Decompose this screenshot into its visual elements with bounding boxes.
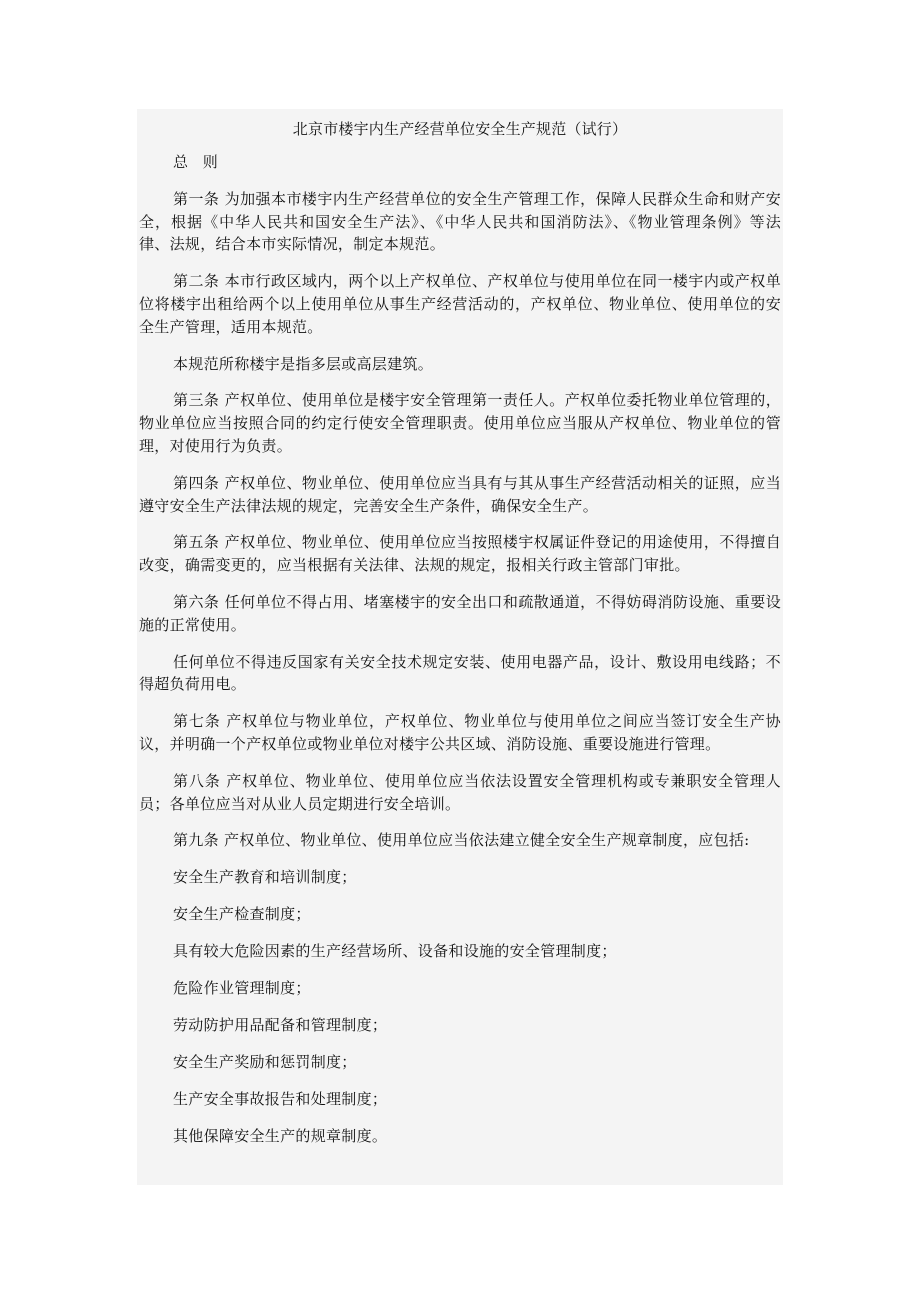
list-item: 劳动防护用品配备和管理制度； [173, 1016, 388, 1035]
document-body [137, 109, 783, 1162]
list-item: 其他保障安全生产的规章制度。 [173, 1127, 388, 1146]
list-item: 生产安全事故报告和处理制度； [173, 1090, 388, 1109]
article-1: 第一条 为加强本市楼宇内生产经营单位的安全生产管理工作，保障人民群众生命和财产安全，根据《中华人民共和国安全生产法》、《中华人民共和国消防法》、《物业管理条例》等法律、法规，结合本市实际情况，制定本规范。 [139, 189, 781, 254]
list-item: 具有较大危险因素的生产经营场所、设备和设施的安全管理制度； [173, 942, 617, 961]
list-item: 安全生产奖励和惩罚制度； [173, 1053, 357, 1072]
document-page [137, 109, 783, 1185]
list-item: 安全生产检查制度； [173, 905, 311, 924]
article-2: 第二条 本市行政区域内，两个以上产权单位、产权单位与使用单位在同一楼宇内或产权单位将楼宇出租给两个以上使用单位从事生产经营活动的，产权单位、物业单位、使用单位的安全生产管理，适用本规范。 [139, 272, 781, 336]
article-6: 第六条 任何单位不得占用、堵塞楼宇的安全出口和疏散通道，不得妨碍消防设施、重要设施的正常使用。 [139, 592, 781, 634]
document-title: 北京市楼宇内生产经营单位安全生产规范（试行） [292, 120, 628, 138]
article-3: 第三条 产权单位、使用单位是楼宇安全管理第一责任人。产权单位委托物业单位管理的，物业单位应当按照合同的约定行使安全管理职责。使用单位应当服从产权单位、物业单位的管理，对使用行为负责。 [139, 391, 781, 455]
list-item: 危险作业管理制度； [173, 979, 311, 998]
article-7: 第七条 产权单位与物业单位，产权单位、物业单位与使用单位之间应当签订安全生产协议，并明确一个产权单位或物业单位对楼宇公共区域、消防设施、重要设施进行管理。 [139, 712, 781, 753]
article-8: 第八条 产权单位、物业单位、使用单位应当依法设置安全管理机构或专兼职安全管理人员；各单位应当对从业人员定期进行安全培训。 [139, 771, 781, 813]
article-4: 第四条 产权单位、物业单位、使用单位应当具有与其从事生产经营活动相关的证照，应当遵守安全生产法律法规的规定，完善安全生产条件，确保安全生产。 [139, 473, 781, 515]
list-item: 安全生产教育和培训制度； [173, 868, 357, 887]
definition-paragraph: 本规范所称楼宇是指多层或高层建筑。 [173, 354, 434, 373]
article-5: 第五条 产权单位、物业单位、使用单位应当按照楼宇权属证件登记的用途使用，不得擅自改变，确需变更的，应当根据有关法律、法规的规定，报相关行政主管部门审批。 [139, 533, 781, 575]
article-6-supplement: 任何单位不得违反国家有关安全技术规定安装、使用电器产品，设计、敷设用电线路；不得超负荷用电。 [139, 652, 781, 694]
article-9: 第九条 产权单位、物业单位、使用单位应当依法建立健全安全生产规章制度，应包括: [173, 831, 750, 850]
section-heading: 总 则 [173, 153, 223, 171]
